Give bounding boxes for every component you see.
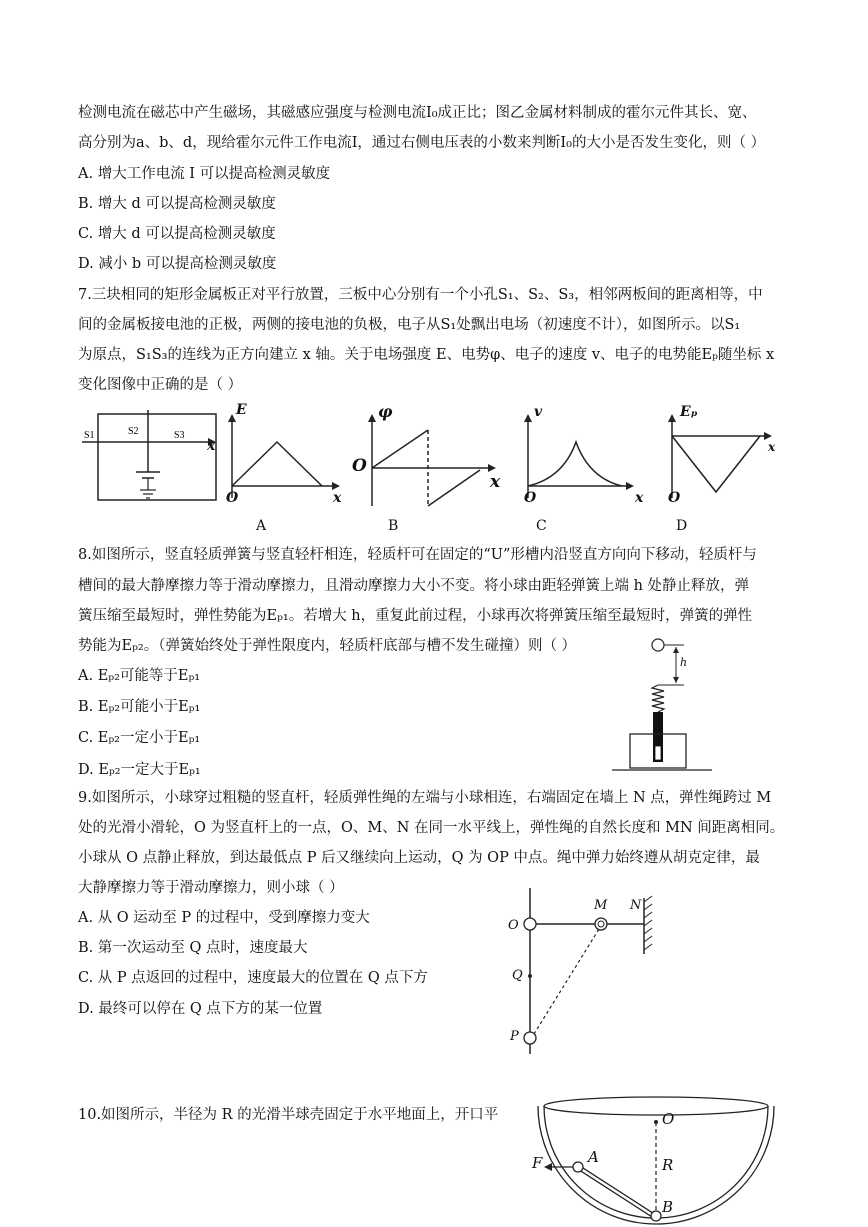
q8-text-line3: 簧压缩至最短时，弹性势能为Eₚ₁。若增大 h，重复此前过程，小球再次将弹簧压缩至最短时，弹簧的弹性 bbox=[78, 608, 753, 624]
graph-b-curve-rise bbox=[372, 430, 428, 468]
q9-option-d: D. 最终可以停在 Q 点下方的某一位置 bbox=[78, 1001, 323, 1017]
q6-text-line1: 检测电流在磁芯中产生磁场，其磁感应强度与检测电流I₀成正比；图乙金属材料制成的霍尔元件其长、宽、 bbox=[78, 105, 757, 121]
q7-caption-b: B bbox=[388, 518, 399, 534]
q7-caption-d: D bbox=[676, 518, 688, 534]
graph-d-origin: O bbox=[668, 490, 681, 506]
graph-c-y-label: v bbox=[534, 404, 543, 420]
q7-plates-diagram bbox=[82, 408, 222, 508]
q8-text-line4: 势能为Eₚ₂。（弹簧始终处于弹性限度内，轻质杆底部与槽不发生碰撞）则（ ） bbox=[78, 638, 577, 654]
q8-option-c: C. Eₚ₂一定小于Eₚ₁ bbox=[78, 730, 201, 746]
q7-text-line1: 7.三块相同的矩形金属板正对平行放置，三板中心分别有一个小孔S₁、S₂、S₃，相邻两板间的距离相等，中 bbox=[78, 287, 763, 303]
q10-ball-a bbox=[573, 1162, 583, 1172]
q8-spring bbox=[652, 685, 664, 712]
graph-a-curve bbox=[232, 442, 322, 486]
q10-hemisphere-figure bbox=[530, 1094, 790, 1227]
q9-text-line2: 处的光滑小滑轮，O 为竖直杆上的一点，O、M、N 在同一水平线上，弹性绳的自然长度和 MN 间距离相同。 bbox=[78, 820, 785, 836]
q7-caption-a: A bbox=[256, 518, 267, 534]
graph-c-x-label: x bbox=[635, 490, 644, 506]
q9-dashed-cord bbox=[534, 929, 599, 1034]
q6-text-line2: 高分别为a、b、d，现给霍尔元件工作电流I，通过右侧电压表的小数来判断I₀的大小是否发生变化，则（ ） bbox=[78, 135, 766, 151]
q6-option-d: D. 减小 b 可以提高检测灵敏度 bbox=[78, 256, 277, 272]
q8-label-h: h bbox=[680, 656, 688, 669]
q6-option-a: A. 增大工作电流 I 可以提高检测灵敏度 bbox=[78, 166, 331, 182]
q7-text-line4: 变化图像中正确的是（ ） bbox=[78, 377, 243, 393]
q10-label-o: O bbox=[662, 1110, 675, 1128]
graph-b-x-label: x bbox=[490, 472, 501, 492]
q9-label-q: Q bbox=[512, 968, 523, 983]
graph-c-curve bbox=[528, 442, 622, 486]
graph-a-y-label: E bbox=[236, 402, 247, 418]
q7-label-s2: S2 bbox=[128, 426, 139, 437]
q9-label-o: O bbox=[508, 918, 519, 933]
graph-b-origin: O bbox=[352, 456, 367, 476]
q8-option-d: D. Eₚ₂一定大于Eₚ₁ bbox=[78, 762, 201, 778]
q7-label-s3: S3 bbox=[174, 430, 185, 441]
q9-label-m: M bbox=[594, 898, 608, 913]
q7-graph-c bbox=[518, 408, 643, 503]
q9-text-line1: 9.如图所示，小球穿过粗糙的竖直杆，轻质弹性绳的左端与小球相连，右端固定在墙上 N 点，弹性绳跨过 M bbox=[78, 790, 772, 806]
q7-label-s1: S1 bbox=[84, 430, 95, 441]
q9-option-b: B. 第一次运动至 Q 点时，速度最大 bbox=[78, 940, 308, 956]
q8-option-b: B. Eₚ₂可能小于Eₚ₁ bbox=[78, 699, 201, 715]
q6-option-c: C. 增大 d 可以提高检测灵敏度 bbox=[78, 226, 276, 242]
q9-label-p: P bbox=[510, 1029, 519, 1044]
graph-d-curve bbox=[672, 436, 760, 492]
q6-option-b: B. 增大 d 可以提高检测灵敏度 bbox=[78, 196, 276, 212]
q8-spring-figure bbox=[608, 636, 718, 776]
q10-label-b: B bbox=[662, 1198, 674, 1216]
q7-plates-x-label: x bbox=[207, 438, 216, 454]
q10-label-r: R bbox=[662, 1156, 674, 1174]
q7-graph-d bbox=[662, 408, 782, 503]
q9-text-line3: 小球从 O 点静止释放，到达最低点 P 后又继续向上运动，Q 为 OP 中点。绳中弹力始终遵从胡克定律，最 bbox=[78, 850, 760, 866]
graph-b-curve-fall bbox=[428, 470, 480, 506]
graph-c-origin: O bbox=[524, 490, 537, 506]
q10-label-f: F bbox=[532, 1154, 543, 1172]
q9-rod-figure bbox=[520, 888, 660, 1058]
q9-label-n: N bbox=[630, 898, 642, 913]
q10-ball-b bbox=[651, 1211, 661, 1221]
q7-graph-a bbox=[222, 408, 347, 503]
q8-text-line1: 8.如图所示，竖直轻质弹簧与竖直轻杆相连，轻质杆可在固定的“U”形槽内沿竖直方向向下移动，轻质杆与 bbox=[78, 547, 757, 563]
graph-d-x-label: x bbox=[768, 440, 776, 454]
q10-label-a: A bbox=[588, 1148, 599, 1166]
q7-text-line3: 为原点，S₁S₃的连线为正方向建立 x 轴。关于电场强度 E、电势φ、电子的速度 v、电子的电势能Eₚ随坐标 x bbox=[78, 347, 775, 363]
q7-text-line2: 间的金属板接电池的正极，两侧的接电池的负极，电子从S₁处飘出电场（初速度不计），如图所示。以S₁ bbox=[78, 317, 741, 333]
q8-ball bbox=[652, 639, 664, 651]
q9-ball-o bbox=[524, 918, 536, 930]
q9-option-c: C. 从 P 点返回的过程中，速度最大的位置在 Q 点下方 bbox=[78, 970, 428, 986]
q8-text-line2: 槽间的最大静摩擦力等于滑动摩擦力，且滑动摩擦力大小不变。将小球由距轻弹簧上端 h 处静止释放，弹 bbox=[78, 578, 750, 594]
q9-text-line4: 大静摩擦力等于滑动摩擦力，则小球（ ） bbox=[78, 880, 344, 896]
q10-text-line1: 10.如图所示，半径为 R 的光滑半球壳固定于水平地面上，开口平 bbox=[78, 1107, 499, 1123]
q7-graph-b bbox=[362, 408, 502, 510]
q9-option-a: A. 从 O 运动至 P 的过程中，受到摩擦力变大 bbox=[78, 910, 370, 926]
q7-caption-c: C bbox=[536, 518, 547, 534]
graph-b-y-label: φ bbox=[378, 402, 393, 421]
graph-d-y-label: Eₚ bbox=[680, 404, 698, 420]
graph-a-origin: O bbox=[226, 490, 239, 506]
q8-option-a: A. Eₚ₂可能等于Eₚ₁ bbox=[78, 668, 201, 684]
graph-a-x-label: x bbox=[333, 490, 342, 506]
q9-point-q bbox=[528, 974, 532, 978]
